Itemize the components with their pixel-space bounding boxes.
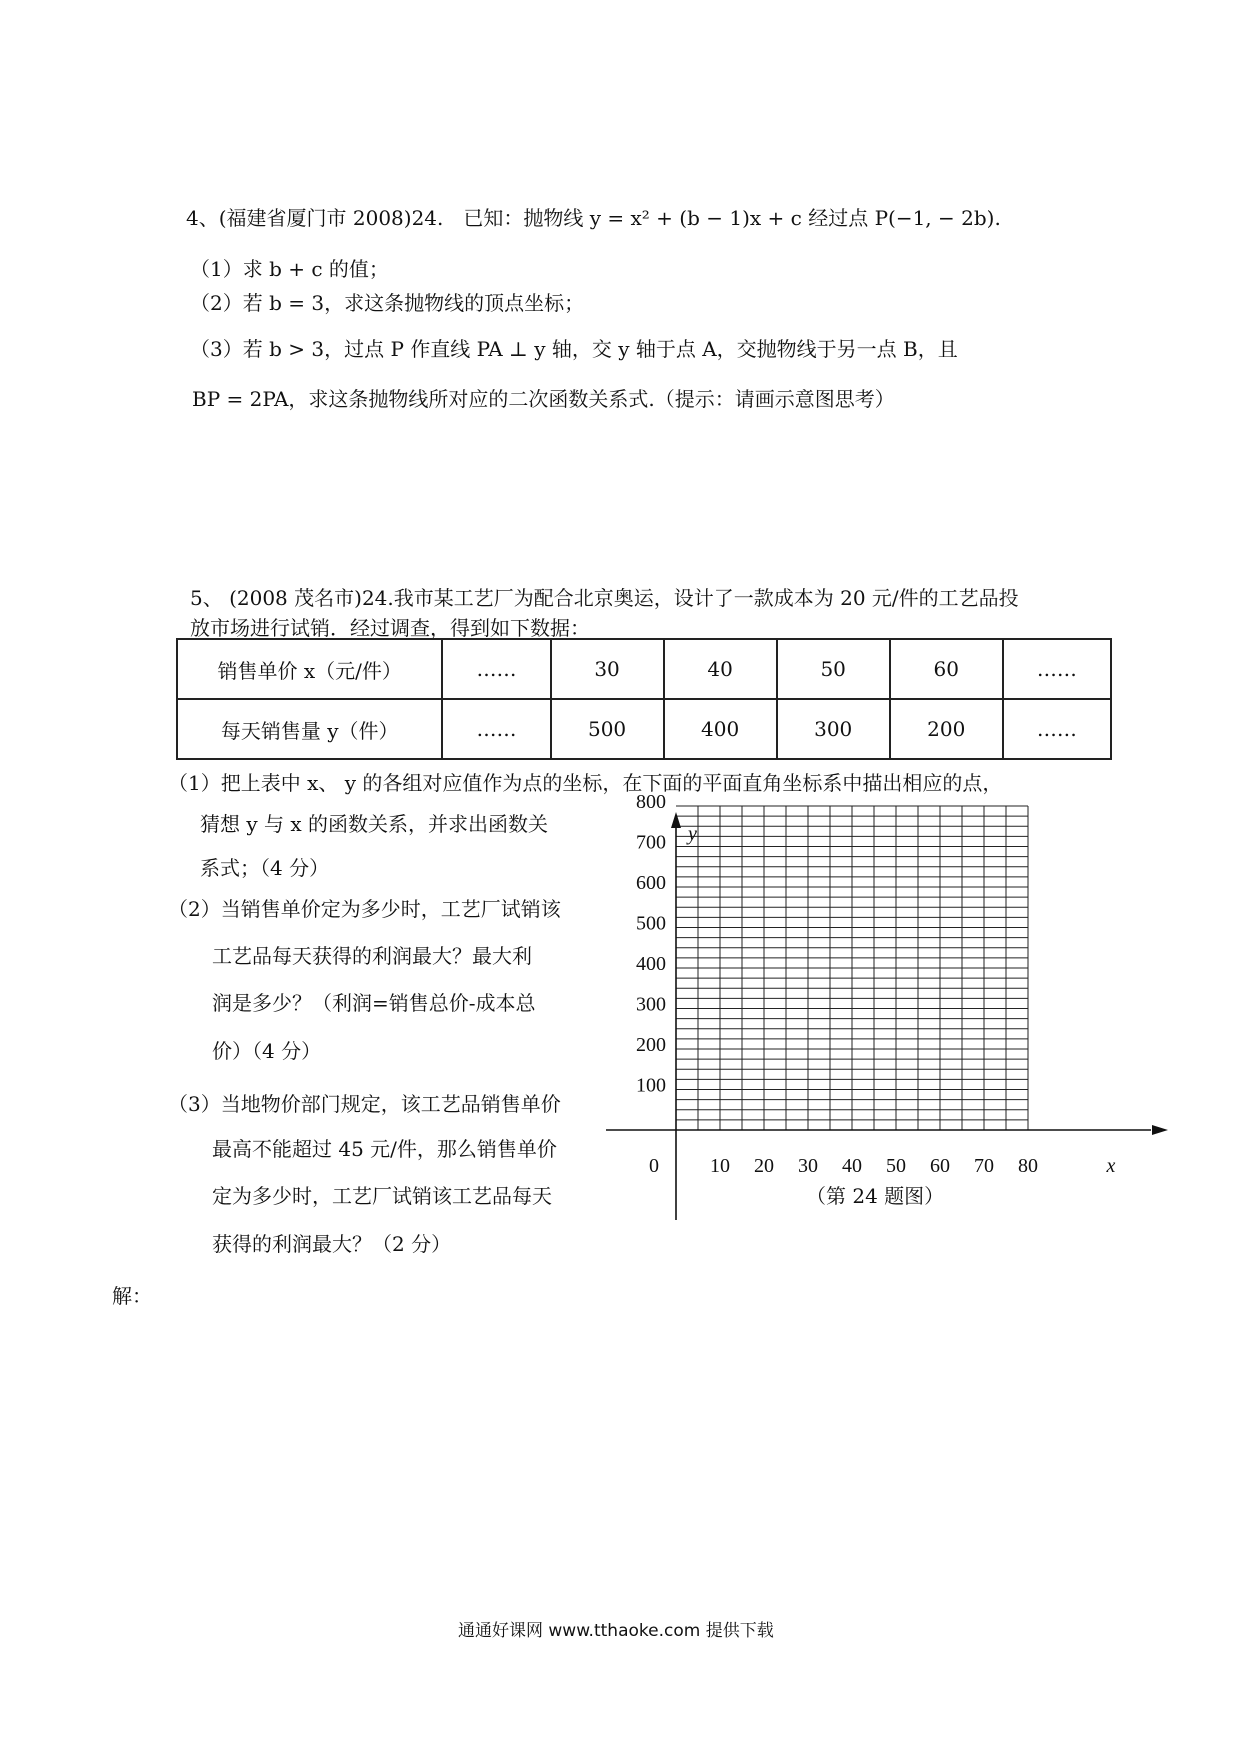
table-cell: 300 bbox=[777, 699, 890, 759]
table-cell: 500 bbox=[551, 699, 664, 759]
q5-part3-line1: （3）当地物价部门规定，该工艺品销售单价 bbox=[168, 1092, 561, 1116]
q5-part2-line2: 工艺品每天获得的利润最大？最大利 bbox=[212, 944, 532, 968]
q5-part2-line1: （2）当销售单价定为多少时，工艺厂试销该 bbox=[168, 897, 561, 921]
y-tick-label: 500 bbox=[636, 912, 666, 935]
coordinate-grid-chart bbox=[596, 791, 1171, 1240]
table-row bbox=[177, 699, 1111, 759]
q5-part3-line2: 最高不能超过 45 元/件，那么销售单价 bbox=[212, 1137, 557, 1161]
sales-data-table bbox=[176, 638, 1112, 760]
table-cell: …… bbox=[1003, 639, 1111, 699]
x-tick-label: 10 bbox=[710, 1155, 730, 1177]
table-header-quantity: 每天销售量 y（件） bbox=[177, 699, 442, 759]
q5-part1-line2: 猜想 y 与 x 的函数关系，并求出函数关 bbox=[200, 812, 549, 836]
y-tick-label: 400 bbox=[636, 953, 666, 975]
q4-part3-line2: BP = 2PA，求这条抛物线所对应的二次函数关系式.（提示：请画示意图思考） bbox=[192, 387, 895, 411]
table-cell: 30 bbox=[551, 639, 664, 699]
q5-part2-line3: 润是多少？（利润=销售总价-成本总 bbox=[212, 991, 536, 1015]
q4-part3-line1: （3）若 b > 3，过点 P 作直线 PA ⊥ y 轴，交 y 轴于点 A，交抛物线于另一点 B，且 bbox=[190, 337, 958, 361]
table-cell: 40 bbox=[664, 639, 777, 699]
q5-part3-line3: 定为多少时，工艺厂试销该工艺品每天 bbox=[212, 1184, 552, 1208]
x-axis-label: x bbox=[1106, 1155, 1116, 1177]
y-tick-label: 600 bbox=[636, 872, 666, 894]
q5-part3-line4: 获得的利润最大？（2 分） bbox=[212, 1232, 452, 1256]
y-tick-label: 100 bbox=[636, 1074, 666, 1097]
y-axis-label: y bbox=[688, 823, 697, 845]
y-tick-label: 700 bbox=[636, 831, 666, 854]
footer-credit: 通通好课网 www.tthaoke.com 提供下载 bbox=[458, 1621, 774, 1641]
table-cell: 60 bbox=[890, 639, 1003, 699]
tick-labels bbox=[636, 791, 1116, 1177]
x-tick-label: 40 bbox=[842, 1155, 862, 1177]
table-cell: 50 bbox=[777, 639, 890, 699]
table-cell: …… bbox=[1003, 699, 1111, 759]
q4-intro: 4、(福建省厦门市 2008)24. 已知：抛物线 y = x² + (b − 1)x + c 经过点 P(−1, − 2b). bbox=[186, 206, 1001, 230]
q4-part1: （1）求 b + c 的值； bbox=[190, 257, 389, 281]
table-cell: 400 bbox=[664, 699, 777, 759]
q5-part1-line3: 系式；（4 分） bbox=[200, 856, 330, 880]
x-tick-label: 30 bbox=[798, 1155, 818, 1177]
q5-intro-line2: 放市场进行试销．经过调查，得到如下数据： bbox=[190, 616, 590, 640]
y-tick-label: 200 bbox=[636, 1034, 666, 1056]
q5-part1-line1: （1）把上表中 x、 y 的各组对应值作为点的坐标，在下面的平面直角坐标系中描出相应的点， bbox=[168, 771, 1003, 795]
q5-intro-line1: 5、 (2008 茂名市)24.我市某工艺厂为配合北京奥运，设计了一款成本为 20 元/件的工艺品投 bbox=[190, 586, 1019, 610]
x-tick-label: 70 bbox=[974, 1155, 994, 1177]
figure-caption: （第 24 题图） bbox=[806, 1184, 945, 1208]
table-cell: …… bbox=[442, 639, 550, 699]
x-tick-label: 20 bbox=[754, 1155, 774, 1177]
answer-label: 解： bbox=[112, 1284, 152, 1308]
y-axis-arrow bbox=[671, 812, 681, 828]
q4-part2: （2）若 b = 3，求这条抛物线的顶点坐标； bbox=[190, 291, 585, 315]
x-tick-label: 80 bbox=[1018, 1155, 1038, 1177]
table-cell: 200 bbox=[890, 699, 1003, 759]
table-header-price: 销售单价 x（元/件） bbox=[177, 639, 442, 699]
origin-label: 0 bbox=[649, 1155, 659, 1177]
table-cell: …… bbox=[442, 699, 550, 759]
grid-lines bbox=[676, 806, 1028, 1130]
y-tick-label: 300 bbox=[636, 993, 666, 1016]
x-axis-arrow bbox=[1152, 1125, 1168, 1135]
y-tick-label: 800 bbox=[636, 791, 666, 813]
q5-part2-line4: 价）（4 分） bbox=[212, 1039, 322, 1063]
table-row bbox=[177, 639, 1111, 699]
x-tick-label: 50 bbox=[886, 1155, 906, 1177]
x-tick-label: 60 bbox=[930, 1155, 950, 1177]
